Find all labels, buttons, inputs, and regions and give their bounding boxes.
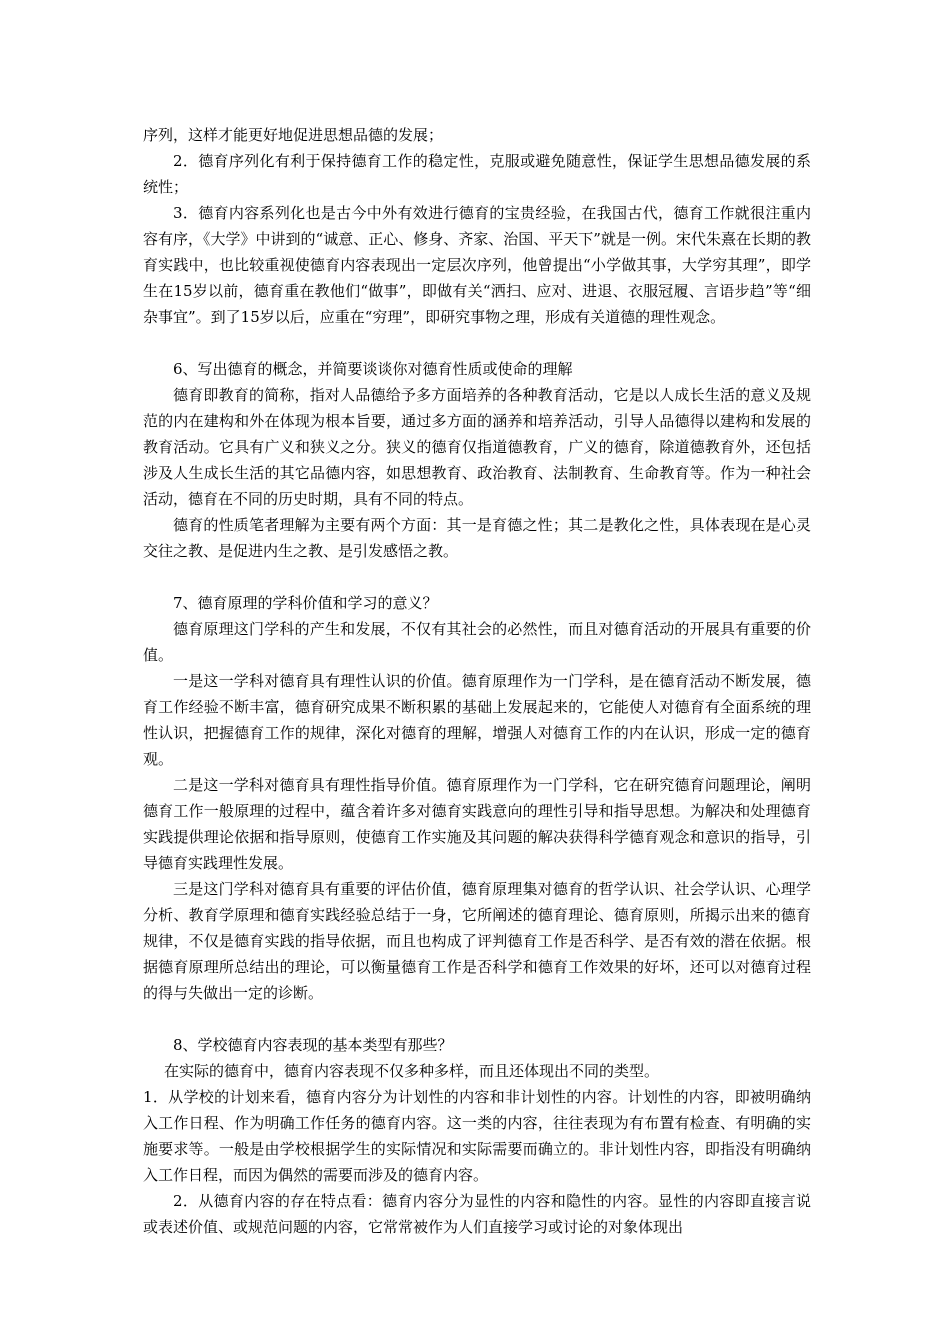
paragraph-value-2: 二是这一学科对德育具有理性指导价值。德育原理作为一门学科，它在研究德育问题理论，阐明德育工作一般原理的过程中，蕴含着许多对德育实践意向的理性引导和指导思想。为解决和处理德育实践提供理论依据和指导原则，使德育工作实施及其问题的解决获得科学德育观念和意识的指导，引导德育实践理性发展。: [143, 776, 811, 872]
paragraph-point-3: 3．德育内容系列化也是古今中外有效进行德育的宝贵经验，在我国古代，德育工作就很注重内容有序，《大学》中讲到的“诚意、正心、修身、齐家、治国、平天下”就是一例。宋代朱熹在长期的教育实践中，也比较重视使德育内容表现出一定层次序列，他曾提出“小学做其事，大学穷其理”，即学生在15岁以前，德育重在教他们“做事”，即做有关“洒扫、应对、进退、衣服冠履、言语步趋”等“细杂事宜”。到了15岁以后，应重在“穷理”，即研究事物之理，形成有关道德的理性观念。: [143, 204, 811, 326]
paragraph-sequence-continued: 序列，这样才能更好地促进思想品德的发展；: [143, 126, 444, 144]
question-8-heading: 8、学校德育内容表现的基本类型有那些？: [173, 1036, 453, 1054]
paragraph-discipline-value-intro: 德育原理这门学科的产生和发展，不仅有其社会的必然性，而且对德育活动的开展具有重要的价值。: [143, 620, 811, 664]
spacer: [143, 564, 811, 590]
question-7-heading: 7、德育原理的学科价值和学习的意义？: [173, 594, 438, 612]
question-6-heading: 6、写出德育的概念，并简要谈谈你对德育性质或使命的理解: [173, 360, 573, 378]
paragraph-type-1: 1．从学校的计划来看，德育内容分为计划性的内容和非计划性的内容。计划性的内容，即被明确纳入工作日程、作为明确工作任务的德育内容。这一类的内容，往往表现为有布置有检查、有明确的实施要求等。一般是由学校根据学生的实际情况和实际需要而确立的。非计划性内容，即指没有明确纳入工作日程，而因为偶然的需要而涉及的德育内容。: [143, 1088, 811, 1184]
paragraph-content-types-intro: 在实际的德育中，德育内容表现不仅多种多样，而且还体现出不同的类型。: [164, 1062, 660, 1080]
paragraph-moral-education-concept: 德育即教育的简称，指对人品德给予多方面培养的各种教育活动，它是以人成长生活的意义及规范的内在建构和外在体现为根本旨要，通过多方面的涵养和培养活动，引导人品德得以建构和发展的教育活动。它具有广义和狭义之分。狭义的德育仅指道德教育，广义的德育，除道德教育外，还包括涉及人生成长生活的其它品德内容，如思想教育、政治教育、法制教育、生命教育等。作为一种社会活动，德育在不同的历史时期，具有不同的特点。: [143, 386, 811, 508]
paragraph-value-3: 三是这门学科对德育具有重要的评估价值，德育原理集对德育的哲学认识、社会学认识、心理学分析、教育学原理和德育实践经验总结于一身，它所阐述的德育理论、德育原则，所揭示出来的德育规律，不仅是德育实践的指导依据，而且也构成了评判德育工作是否科学、是否有效的潜在依据。根据德育原理所总结出的理论，可以衡量德育工作是否科学和德育工作效果的好坏，还可以对德育过程的得与失做出一定的诊断。: [143, 880, 811, 1002]
paragraph-point-2: 2．德育序列化有利于保持德育工作的稳定性，克服或避免随意性，保证学生思想品德发展的系统性；: [143, 152, 811, 196]
paragraph-value-1: 一是这一学科对德育具有理性认识的价值。德育原理作为一门学科，是在德育活动不断发展，德育工作经验不断丰富，德育研究成果不断积累的基础上发展起来的，它能使人对德育有全面系统的理性认识，把握德育工作的规律，深化对德育的理解，增强人对德育工作的内在认识，形成一定的德育观。: [143, 672, 811, 768]
paragraph-moral-education-nature: 德育的性质笔者理解为主要有两个方面：其一是育德之性；其二是教化之性，具体表现在是心灵交往之教、是促进内生之教、是引发感悟之教。: [143, 516, 811, 560]
spacer: [143, 1006, 811, 1032]
document-page: [143, 122, 811, 1240]
paragraph-type-2: 2．从德育内容的存在特点看：德育内容分为显性的内容和隐性的内容。显性的内容即直接言说或表述价值、或规范问题的内容，它常常被作为人们直接学习或讨论的对象体现出: [143, 1192, 811, 1236]
spacer: [143, 330, 811, 356]
